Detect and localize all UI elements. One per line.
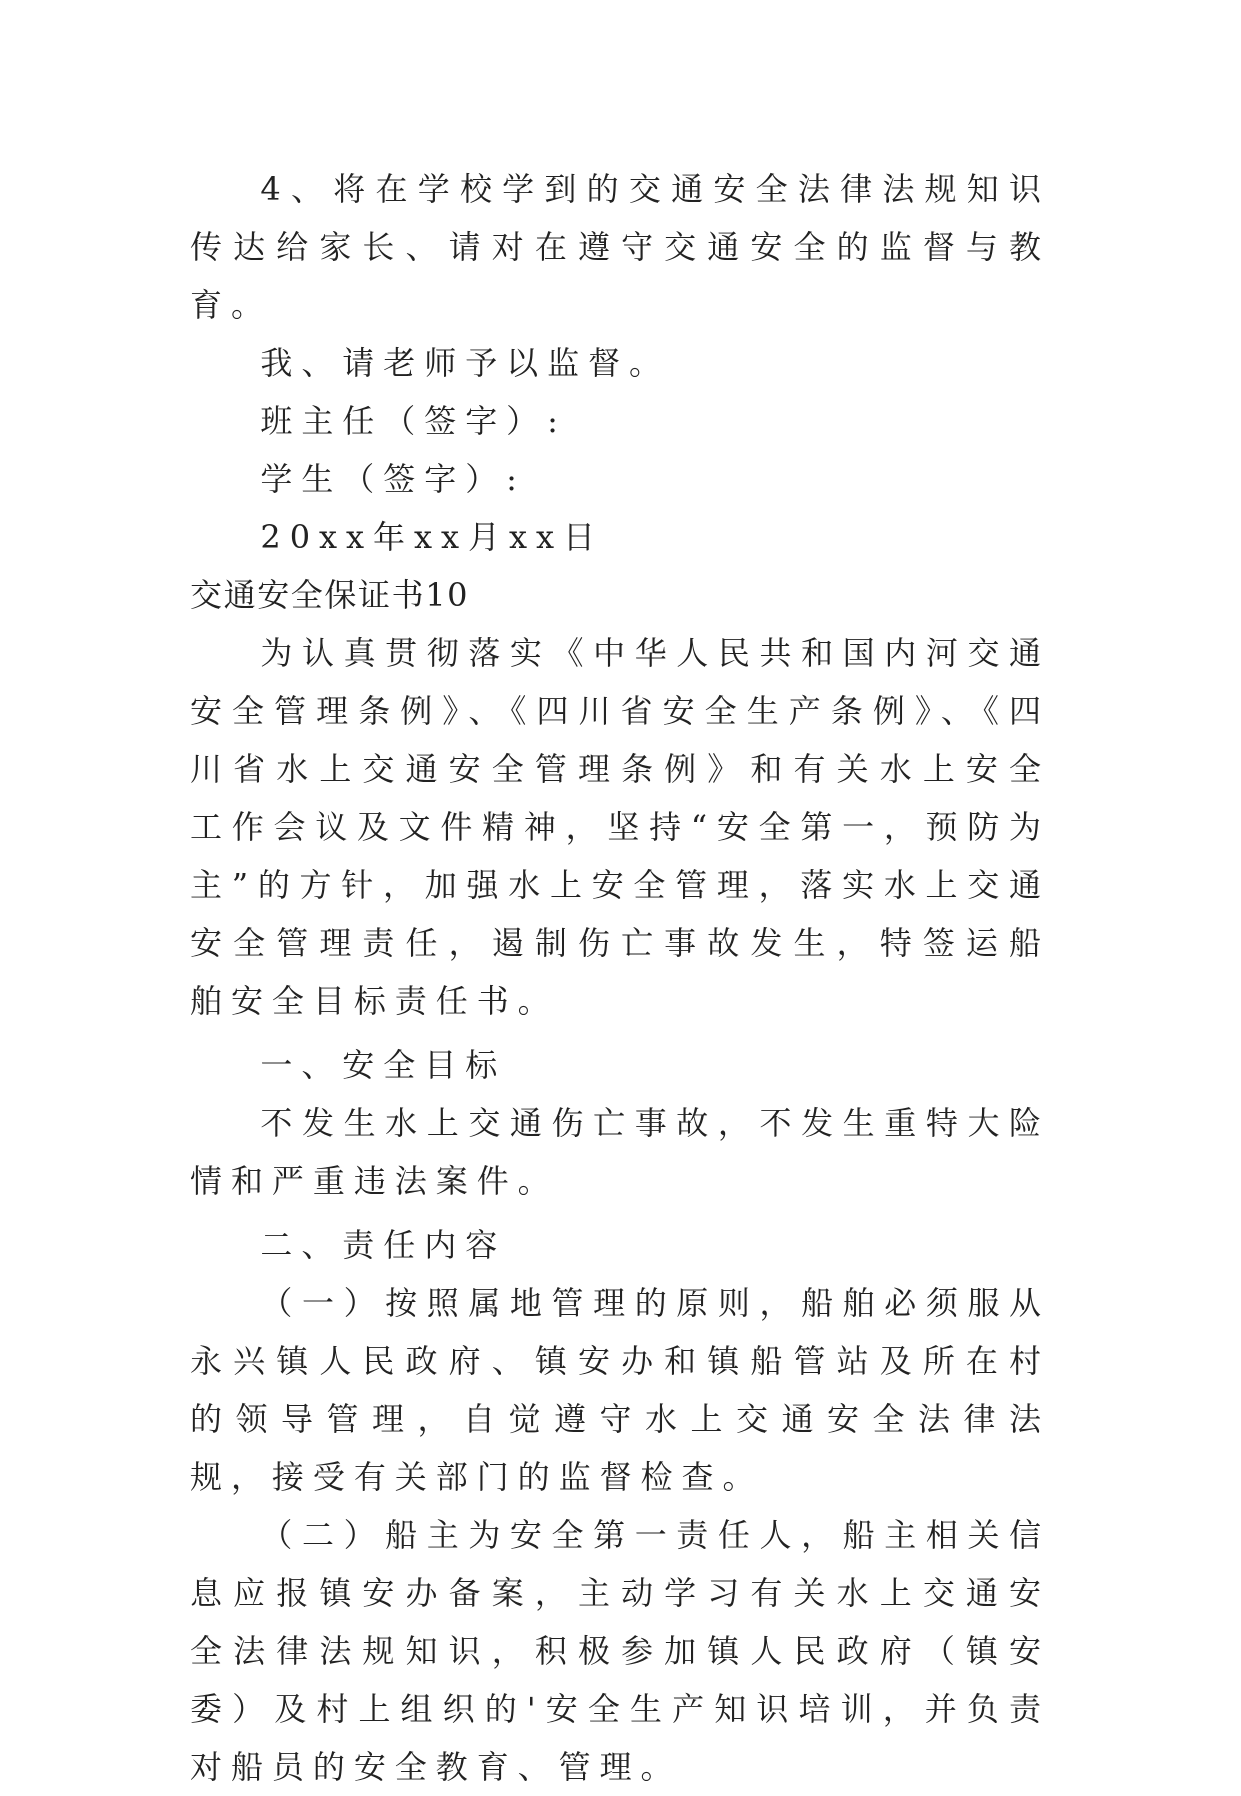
paragraph-responsibility-2: （二）船主为安全第一责任人，船主相关信息应报镇安办备案，主动学习有关水上交通安全法律法规知识，积极参加镇人民政府（镇安委）及村上组织的'安全生产知识培训，并负责对船员的安全教育、管理。 <box>190 1516 1050 1786</box>
paragraph-intro: 为认真贯彻落实《中华人民共和国内河交通安全管理条例》、《四川省安全生产条例》、《四川省水上交通安全管理条例》和有关水上安全工作会议及文件精神，坚持“安全第一，预防为主”的方针，加强水上安全管理，落实水上交通安全管理责任，遏制伤亡事故发生，特签运船舶安全目标责任书。 <box>190 634 1050 1020</box>
date-line: 20xx年xx月xx日 <box>260 518 604 556</box>
teacher-signature-line: 班主任（签字）: <box>260 402 567 440</box>
paragraph-item-4: 4、将在学校学到的交通安全法律法规知识传达给家长、请对在遵守交通安全的监督与教育。 <box>190 170 1050 324</box>
paragraph-supervision: 我、请老师予以监督。 <box>260 344 670 382</box>
heading-safety-goal: 一、安全目标 <box>260 1046 507 1084</box>
heading-responsibilities: 二、责任内容 <box>260 1226 507 1264</box>
paragraph-responsibility-1: （一）按照属地管理的原则，船舶必须服从永兴镇人民政府、镇安办和镇船管站及所在村的领导管理，自觉遵守水上交通安全法律法规，接受有关部门的监督检查。 <box>190 1284 1050 1496</box>
section-title: 交通安全保证书10 <box>190 576 470 614</box>
paragraph-safety-goal: 不发生水上交通伤亡事故，不发生重特大险情和严重违法案件。 <box>190 1104 1050 1200</box>
student-signature-line: 学生（签字）: <box>260 460 526 498</box>
document-body <box>190 160 1050 1796</box>
